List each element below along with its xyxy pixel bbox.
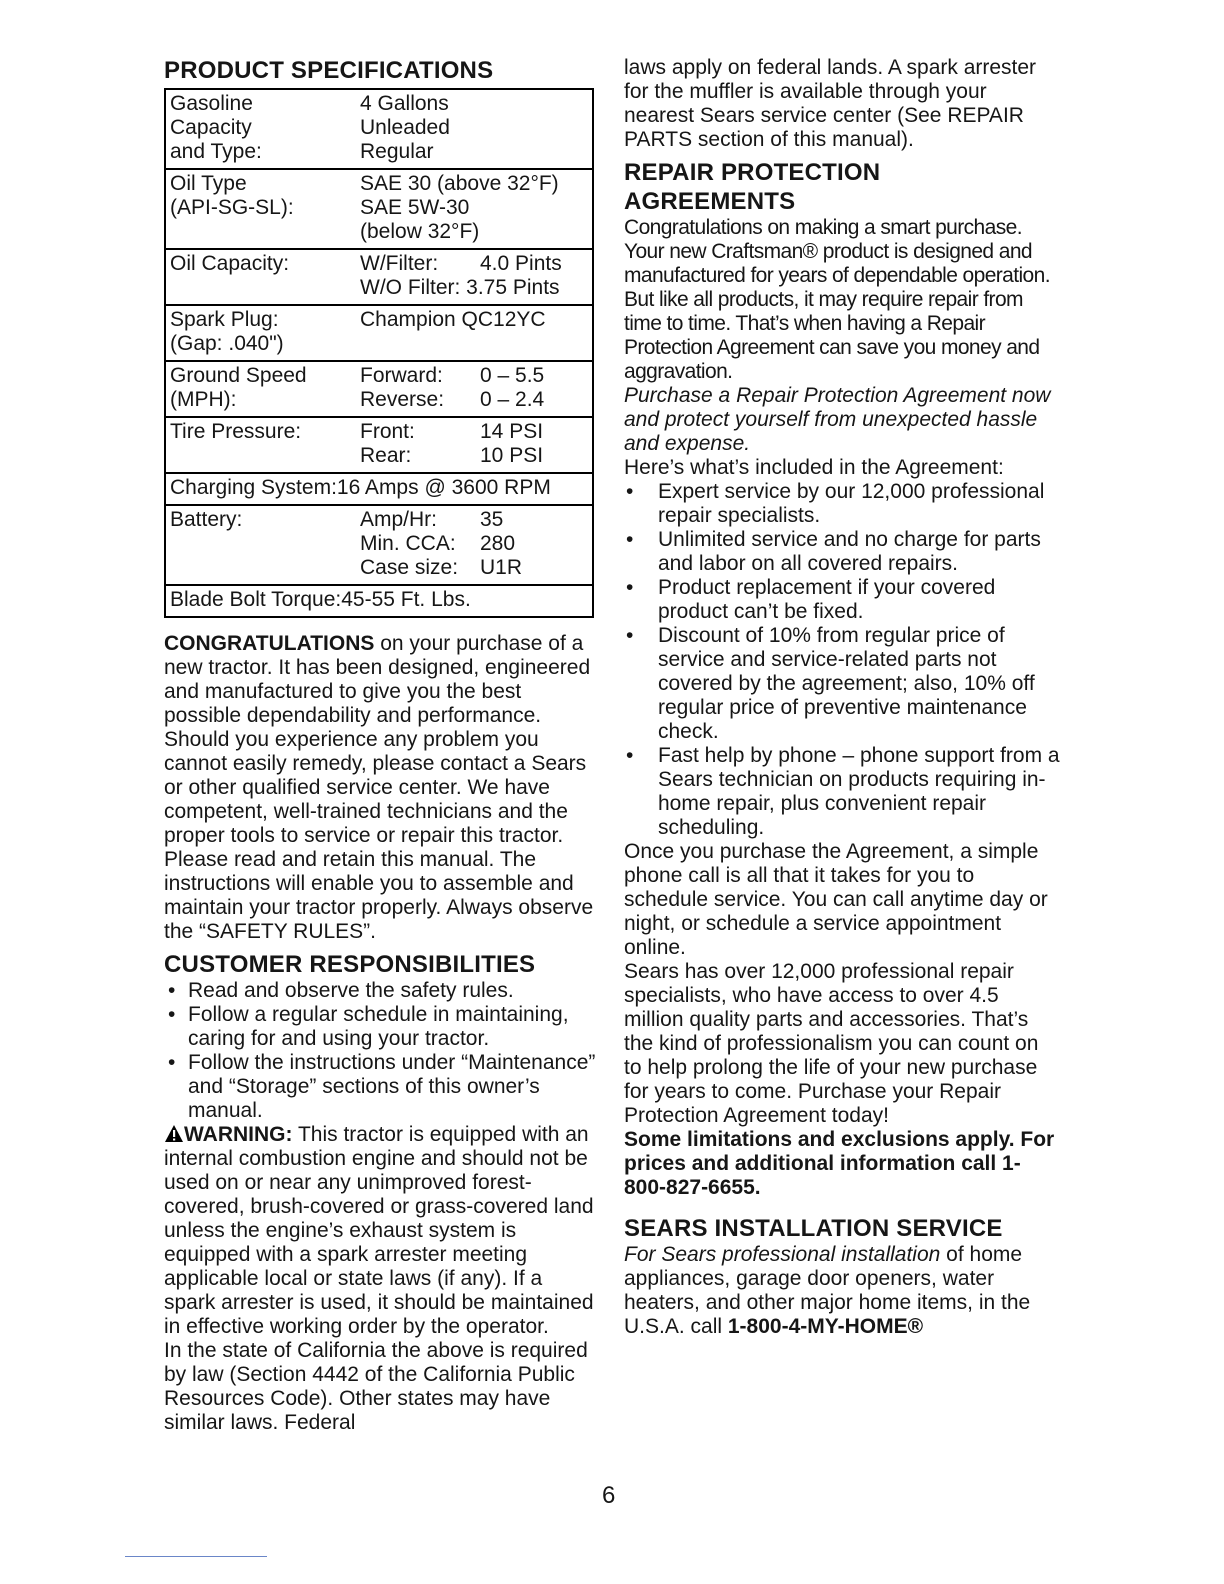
list-item bbox=[164, 1051, 596, 1123]
repair-protection-italic: Purchase a Repair Protection Agreement now and protect yourself from unexpected hassle and expense. bbox=[624, 384, 1051, 455]
spec-cell: U1R bbox=[480, 556, 523, 579]
spec-cell: Charging System:16 Amps @ 3600 RPM bbox=[170, 476, 551, 499]
spec-cell: Reverse: bbox=[360, 388, 445, 411]
spec-cell: 4.0 Pints bbox=[480, 252, 562, 275]
list-item-text: Fast help by phone – phone support from a Sears technician on products requiring in-home repair, plus convenient repair scheduling. bbox=[658, 744, 1060, 839]
spec-cell: Blade Bolt Torque:45-55 Ft. Lbs. bbox=[170, 588, 471, 611]
spec-row bbox=[166, 304, 592, 360]
spec-cell: Gasoline bbox=[170, 92, 253, 115]
warning-label bbox=[164, 1123, 293, 1146]
spec-cell: Ground Speed bbox=[170, 364, 307, 387]
list-item bbox=[624, 528, 1060, 576]
spec-row bbox=[166, 360, 592, 416]
spec-line bbox=[170, 556, 592, 580]
spec-line bbox=[170, 92, 592, 116]
spec-cell bbox=[480, 332, 592, 356]
spec-cell bbox=[480, 276, 592, 300]
spec-row bbox=[166, 168, 592, 248]
spec-cell bbox=[360, 332, 480, 356]
spec-cell bbox=[480, 308, 592, 332]
spec-line bbox=[170, 196, 592, 220]
spark-arrester-continuation: laws apply on federal lands. A spark arrester for the muffler is available through your nearest Sears service center (See REPAIR PARTS section of this manual). bbox=[624, 56, 1037, 151]
spec-cell: Battery: bbox=[170, 508, 243, 531]
list-item bbox=[164, 979, 596, 1003]
product-specifications-heading: PRODUCT SPECIFICATIONS bbox=[164, 57, 494, 84]
list-item-text: Follow the instructions under “Maintenance” and “Storage” sections of this owner’s manual. bbox=[188, 1051, 596, 1122]
spec-line bbox=[170, 116, 592, 140]
list-item-text: Read and observe the safety rules. bbox=[188, 979, 514, 1002]
spec-cell bbox=[170, 556, 360, 580]
sears-installation-heading: SEARS INSTALLATION SERVICE bbox=[624, 1215, 1003, 1242]
spec-line bbox=[170, 508, 592, 532]
list-item bbox=[164, 1003, 596, 1051]
spec-row bbox=[166, 472, 592, 504]
list-item bbox=[624, 480, 1060, 528]
list-item-text: Unlimited service and no charge for parts and labor on all covered repairs. bbox=[658, 528, 1041, 575]
spec-row bbox=[166, 504, 592, 584]
repair-protection-intro: Congratulations on making a smart purchase. Your new Craftsman® product is designed and manufactured for years of dependable operation. But like all products, it may require repair from time to time. That’s when having a Repair Protection Agreement can save you money and aggravation. bbox=[624, 216, 1050, 383]
bullet-icon: • bbox=[626, 576, 634, 599]
spec-cell bbox=[480, 172, 592, 196]
spec-cell bbox=[170, 220, 360, 244]
spec-cell: (below 32°F) bbox=[360, 220, 480, 243]
bullet-icon: • bbox=[626, 480, 634, 503]
spec-line bbox=[170, 388, 592, 412]
installation-text: of home appliances, garage door openers, water heaters, and other major home items, in the U.S.A. call bbox=[624, 1243, 1031, 1338]
congratulations-lead: CONGRATULATIONS bbox=[164, 632, 375, 655]
spec-row bbox=[166, 416, 592, 472]
spec-cell: 0 – 2.4 bbox=[480, 388, 545, 411]
spec-cell: Champion QC12YC bbox=[360, 308, 546, 331]
spec-cell: (API-SG-SL): bbox=[170, 196, 294, 219]
left-column bbox=[164, 56, 596, 1435]
spec-cell bbox=[591, 588, 592, 612]
spec-row bbox=[166, 584, 592, 616]
spec-line bbox=[170, 444, 592, 468]
installation-phone: 1-800-4-MY-HOME® bbox=[727, 1315, 924, 1338]
list-item bbox=[624, 624, 1060, 744]
agreement-benefits-list bbox=[624, 480, 1060, 840]
spec-cell: SAE 30 (above 32°F) bbox=[360, 172, 559, 195]
spec-cell bbox=[170, 444, 360, 468]
spec-cell: Case size: bbox=[360, 556, 459, 579]
spec-cell: and Type: bbox=[170, 140, 262, 163]
spec-cell: 35 bbox=[480, 508, 504, 531]
bullet-icon: • bbox=[626, 528, 634, 551]
spec-cell: 0 – 5.5 bbox=[480, 364, 545, 387]
spec-cell: Min. CCA: bbox=[360, 532, 456, 555]
spec-line bbox=[170, 532, 592, 556]
page-number: 6 bbox=[602, 1482, 616, 1509]
bullet-icon: • bbox=[626, 744, 634, 767]
installation-italic: For Sears professional installation bbox=[624, 1243, 941, 1266]
installation-paragraph bbox=[624, 1243, 1060, 1339]
spec-line bbox=[170, 364, 592, 388]
spec-cell: Spark Plug: bbox=[170, 308, 279, 331]
spec-cell bbox=[170, 532, 360, 556]
spec-cell: Front: bbox=[360, 420, 415, 443]
limitations-notice: Some limitations and exclusions apply. For prices and additional information call 1-800-827-6655. bbox=[624, 1128, 1055, 1199]
spec-cell: W/Filter: bbox=[360, 252, 439, 275]
california-paragraph: In the state of California the above is required by law (Section 4442 of the California Public Resources Code). Other states may have similar laws. Federal bbox=[164, 1339, 588, 1434]
list-item-text: Follow a regular schedule in maintaining, caring for and using your tractor. bbox=[188, 1003, 569, 1050]
spec-cell: Unleaded bbox=[360, 116, 450, 139]
spec-cell bbox=[480, 220, 592, 244]
spec-cell: W/O Filter: 3.75 Pints bbox=[360, 276, 560, 299]
bullet-icon: • bbox=[168, 979, 176, 1002]
bullet-icon: • bbox=[168, 1003, 176, 1026]
footer-rule bbox=[125, 1556, 267, 1557]
customer-responsibilities-list bbox=[164, 979, 596, 1123]
spec-cell bbox=[170, 276, 360, 300]
repair-protection-heading-line1: REPAIR PROTECTION bbox=[624, 159, 881, 186]
customer-responsibilities-heading: CUSTOMER RESPONSIBILITIES bbox=[164, 951, 536, 978]
congratulations-paragraph bbox=[164, 632, 596, 728]
spec-line bbox=[170, 308, 592, 332]
list-item bbox=[624, 744, 1060, 840]
spec-cell: 10 PSI bbox=[480, 444, 544, 467]
service-center-paragraph: Should you experience any problem you cannot easily remedy, please contact a Sears or other qualified service center. We have competent, well-trained technicians and the proper tools to service or repair this tractor. bbox=[164, 728, 587, 847]
spec-line bbox=[170, 588, 592, 612]
spec-line bbox=[170, 172, 592, 196]
spec-cell: Capacity bbox=[170, 116, 252, 139]
spec-cell: Oil Capacity: bbox=[170, 252, 290, 275]
spec-cell: 14 PSI bbox=[480, 420, 544, 443]
spec-cell bbox=[480, 92, 592, 116]
retain-manual-paragraph: Please read and retain this manual. The instructions will enable you to assemble and maintain your tractor properly. Always observe the “SAFETY RULES”. bbox=[164, 848, 594, 943]
spec-line bbox=[170, 332, 592, 356]
spec-line bbox=[170, 140, 592, 164]
spec-cell bbox=[480, 116, 592, 140]
warning-triangle-icon bbox=[164, 1124, 184, 1143]
specifications-table bbox=[164, 88, 594, 618]
repair-protection-heading bbox=[624, 158, 1060, 216]
agreement-once-paragraph: Once you purchase the Agreement, a simple phone call is all that it takes for you to schedule service. You can call anytime day or night, or schedule a service appointment online. bbox=[624, 840, 1048, 959]
spec-row bbox=[166, 90, 592, 168]
spec-cell: Rear: bbox=[360, 444, 412, 467]
spec-cell: Amp/Hr: bbox=[360, 508, 438, 531]
spec-cell: SAE 5W-30 bbox=[360, 196, 470, 219]
list-item-text: Discount of 10% from regular price of service and service-related parts not covered by the agreement; also, 10% off regular price of preventive maintenance check. bbox=[658, 624, 1035, 743]
spec-line bbox=[170, 252, 592, 276]
repair-protection-heading-line2: AGREEMENTS bbox=[624, 188, 796, 215]
spec-line bbox=[170, 220, 592, 244]
spec-cell: Forward: bbox=[360, 364, 443, 387]
spec-cell: (MPH): bbox=[170, 388, 237, 411]
list-item-text: Product replacement if your covered product can’t be fixed. bbox=[658, 576, 996, 623]
agreement-included-intro: Here’s what’s included in the Agreement: bbox=[624, 456, 1004, 479]
spec-cell: Regular bbox=[360, 140, 434, 163]
spec-cell: (Gap: .040") bbox=[170, 332, 284, 355]
right-column bbox=[624, 56, 1060, 1339]
spec-cell bbox=[471, 588, 591, 612]
warning-paragraph bbox=[164, 1123, 596, 1339]
sears-specialists-paragraph: Sears has over 12,000 professional repair specialists, who have access to over 4.5 million quality parts and accessories. That’s the kind of professionalism you can count on to help prolong the life of your new purchase for years to come. Purchase your Repair Protection Agreement today! bbox=[624, 960, 1039, 1127]
spec-cell bbox=[480, 196, 592, 220]
list-item bbox=[624, 576, 1060, 624]
congratulations-text: on your purchase of a new tractor. It has been designed, engineered and manufactured to give you the best possible dependability and performance. bbox=[164, 632, 591, 727]
bullet-icon: • bbox=[626, 624, 634, 647]
list-item-text: Expert service by our 12,000 professional repair specialists. bbox=[658, 480, 1045, 527]
spec-row bbox=[166, 248, 592, 304]
spec-line bbox=[170, 276, 592, 300]
spec-cell: 4 Gallons bbox=[360, 92, 449, 115]
spec-cell bbox=[480, 140, 592, 164]
spec-cell: Tire Pressure: bbox=[170, 420, 302, 443]
warning-text: This tractor is equipped with an internal combustion engine and should not be used on or near any unimproved forest-covered, brush-covered or grass-covered land unless the engine’s exhaust system is equipped with a spark arrester meeting applicable local or state laws (if any). If a spark arrester is used, it should be maintained in effective working order by the operator. bbox=[164, 1123, 594, 1338]
spec-line bbox=[170, 476, 592, 500]
spec-line bbox=[170, 420, 592, 444]
spec-cell: Oil Type bbox=[170, 172, 247, 195]
bullet-icon: • bbox=[168, 1051, 176, 1074]
spec-cell: 280 bbox=[480, 532, 516, 555]
warning-word: WARNING: bbox=[184, 1123, 293, 1146]
